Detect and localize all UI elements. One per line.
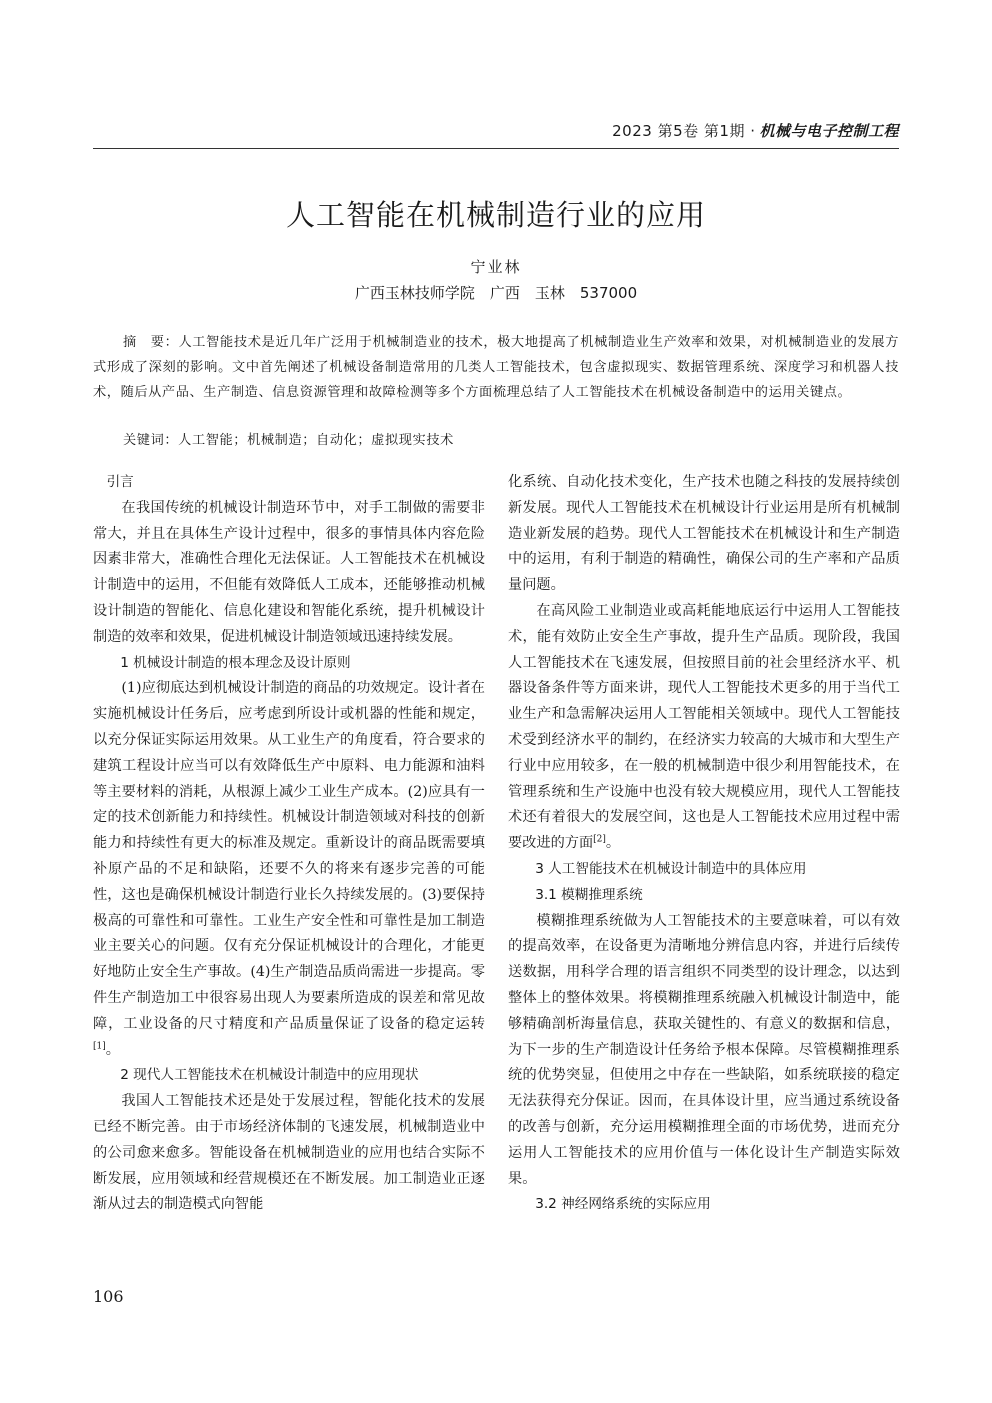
page-number: 106 [93, 1287, 124, 1306]
abstract-text: 人工智能技术是近几年广泛用于机械制造业的技术，极大地提高了机械制造业生产效率和效果，对机械制造业的发展方式形成了深刻的影响。文中首先阐述了机械设备制造常用的几类人工智能技术，包含虚拟现实、数据管理系统、深度学习和机器人技术，随后从产品、生产制造、信息资源管理和故障检测等多个方面梳理总结了人工智能技术在机械设备制造中的运用关键点。 [93, 335, 899, 400]
citation-2: [2] [593, 834, 606, 845]
section-3-1-paragraph: 模糊推理系统做为人工智能技术的主要意味着，可以有效的提高效率，在设备更为清晰地分辨信息内容，并进行后续传送数据，用科学合理的语言组织不同类型的设计理念，以达到整体上的整体效果。将模糊推理系统融入机械设计制造中，能够精确剖析海量信息，获取关键性的、有意义的数据和信息，为下一步的生产制造设计任务给予根本保障。尽管模糊推理系统的优势突显，但使用之中存在一些缺陷，如系统联接的稳定无法获得充分保证。因而，在具体设计里，应当通过系统设备的改善与创新，充分运用模糊推理全面的市场优势，进而充分运用人工智能技术的应用价值与一体化设计生产制造实际效果。 [508, 912, 900, 1187]
section-1-text: (1)应彻底达到机械设计制造的商品的功效规定。设计者在实施机械设计任务后，应考虑到所设计或机器的性能和规定，以充分保证实际运用效果。从工业生产的角度看，符合要求的建筑工程设计应当可以有效降低生产中原料、电力能源和油料等主要材料的消耗，从根源上减少工业生产成本。(2)应具有一定的技术创新能力和持续性。机械设计制造领域对科技的创新能力和持续性有更大的标准及规定。重新设计的商品既需要填补原产品的不足和缺陷，还要不久的将来有逐步完善的可能性，这也是确保机械设计制造行业长久持续发展的。(3)要保持极高的可靠性和可靠性。工业生产安全性和可靠性是加工制造业主要关心的问题。仅有充分保证机械设计的合理化，才能更好地防止安全生产事故。(4)生产制造品质尚需进一步提高。零件生产制造加工中很容易出现人为要素所造成的误差和常见故障，工业设备的尺寸精度和产品质量保证了设备的稳定运转 [93, 680, 485, 1032]
left-column [93, 470, 485, 1218]
section-1-paragraph [93, 676, 485, 1063]
section-1-heading: 1 机械设计制造的根本理念及设计原则 [120, 654, 351, 671]
section-3-2-heading: 3.2 神经网络系统的实际应用 [535, 1196, 711, 1213]
running-header [93, 120, 899, 149]
journal-name: 机械与电子控制工程 [759, 122, 899, 140]
author-name: 宁业林 [470, 258, 522, 276]
citation-1: [1] [93, 1040, 106, 1051]
section-3-heading: 3 人工智能技术在机械设计制造中的具体应用 [535, 860, 807, 877]
paper-title: 人工智能在机械制造行业的应用 [285, 198, 706, 232]
paragraph-2 [508, 599, 900, 857]
section-1-end: 。 [105, 1041, 120, 1058]
abstract-label: 摘 要： [123, 335, 179, 350]
keywords [123, 430, 899, 452]
continued-paragraph: 化系统、自动化技术变化，生产技术也随之科技的发展持续创新发展。现代人工智能技术在机械设计行业运用是所有机械制造业新发展的趋势。现代人工智能技术在机械设计和生产制造中的运用，有利于制造的精确性，确保公司的生产率和产品质量问题。 [508, 474, 900, 594]
issue-info: 2023 第5卷 第1期 · [612, 122, 756, 140]
paragraph-2-end: 。 [605, 835, 621, 852]
section-2-heading: 2 现代人工智能技术在机械设计制造中的应用现状 [120, 1067, 419, 1084]
affiliation: 广西玉林技师学院 广西 玉林 537000 [354, 284, 638, 302]
keywords-text: 人工智能；机械制造；自动化；虚拟现实技术 [178, 433, 454, 448]
abstract [93, 330, 899, 405]
intro-paragraph: 在我国传统的机械设计制造环节中，对手工制做的需要非常大，并且在具体生产设计过程中，很多的事情具体内容危险因素非常大，准确性合理化无法保证。人工智能技术在机械设计制造中的运用，不但能有效降低人工成本，还能够推动机械设计制造的智能化、信息化建设和智能化系统，提升机械设计制造的效率和效果，促进机械设计制造领域迅速持续发展。 [93, 499, 485, 645]
section-3-1-heading: 3.1 模糊推理系统 [535, 886, 643, 903]
right-column [508, 470, 900, 1218]
paragraph-2-text: 在高风险工业制造业或高耗能地底运行中运用人工智能技术，能有效防止安全生产事故，提升生产品质。现阶段，我国人工智能技术在飞速发展，但按照目前的社会里经济水平、机器设备条件等方面来讲，现代人工智能技术更多的用于当代工业生产和急需解决运用人工智能相关领域中。现代人工智能技术受到经济水平的制约，在经济实力较高的大城市和大型生产行业中应用较多，在一般的机械制造中很少利用智能技术，在管理系统和生产设施中也没有较大规模应用，现代人工智能技术还有着很大的发展空间，这也是人工智能技术应用过程中需要改进的方面 [508, 602, 900, 852]
intro-heading: 引言 [106, 474, 134, 490]
section-2-paragraph: 我国人工智能技术还是处于发展过程，智能化技术的发展已经不断完善。由于市场经济体制的飞速发展，机械制造业中的公司愈来愈多。智能设备在机械制造业的应用也结合实际不断发展，应用领域和经营规模还在不断发展。加工制造业正逐渐从过去的制造模式向智能 [93, 1093, 485, 1213]
keywords-label: 关键词： [123, 433, 179, 448]
